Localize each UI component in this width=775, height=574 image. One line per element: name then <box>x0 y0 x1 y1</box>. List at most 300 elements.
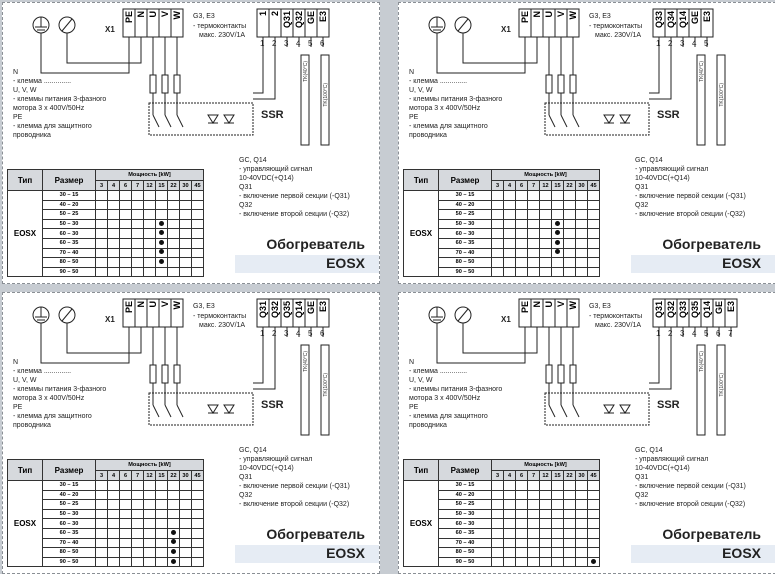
title-line-1: Обогреватель <box>266 236 365 252</box>
power-cell <box>492 258 504 268</box>
power-cell <box>528 258 540 268</box>
selection-dot <box>159 221 164 226</box>
power-column-header: 4 <box>504 471 516 481</box>
power-column-header: 15 <box>552 181 564 191</box>
power-cell <box>192 229 204 239</box>
power-cell <box>144 238 156 248</box>
heater-element <box>162 365 168 383</box>
uvw-desc-1: - клеммы питания 3-фазного <box>409 96 503 103</box>
power-cell <box>144 219 156 229</box>
power-cell <box>504 519 516 529</box>
power-column-header: 22 <box>168 181 180 191</box>
heater-element <box>150 75 156 93</box>
power-cell <box>120 210 132 220</box>
power-cell <box>576 509 588 519</box>
control-terminal-number: 5 <box>704 329 709 338</box>
power-cell <box>528 528 540 538</box>
model-cell: EOSX <box>8 191 43 277</box>
heater-element <box>558 365 564 383</box>
power-cell <box>132 229 144 239</box>
power-cell <box>168 528 180 538</box>
power-cell <box>528 229 540 239</box>
q32-label: Q32 <box>239 492 253 499</box>
power-cell <box>180 528 192 538</box>
power-cell <box>564 248 576 258</box>
power-cell <box>156 210 168 220</box>
power-column-header: 45 <box>588 181 600 191</box>
control-terminal-number: 7 <box>728 329 733 338</box>
selection-dot <box>555 240 560 245</box>
thermo-desc-2: макс. 230V/1A <box>199 322 246 329</box>
power-cell <box>576 548 588 558</box>
power-cell <box>180 548 192 558</box>
power-cell <box>96 519 108 529</box>
control-terminal-number: 3 <box>680 39 685 48</box>
control-terminal-label: 1 <box>258 11 268 17</box>
power-cell <box>504 210 516 220</box>
power-cell <box>492 191 504 201</box>
control-terminal-label: Q31 <box>258 301 268 319</box>
power-cell <box>180 191 192 201</box>
title-line-1: Обогреватель <box>266 526 365 542</box>
power-cell <box>576 519 588 529</box>
power-cell <box>96 557 108 567</box>
terminal-label-pe: PE <box>124 11 134 24</box>
control-terminal-number: 4 <box>296 39 301 48</box>
power-cell <box>564 528 576 538</box>
power-cell <box>144 500 156 510</box>
power-cell <box>552 248 564 258</box>
power-cell <box>552 210 564 220</box>
power-cell <box>516 519 528 529</box>
switch-contact <box>561 405 567 417</box>
gc-desc-2: 10-40VDC(+Q14) <box>239 175 294 182</box>
control-terminal-number: 4 <box>692 39 697 48</box>
power-cell <box>192 219 204 229</box>
power-column-header: 22 <box>564 181 576 191</box>
power-column-header: 45 <box>192 181 204 191</box>
power-cell <box>144 538 156 548</box>
q31-desc: - включение первой секции (-Q31) <box>635 483 746 490</box>
control-terminal-label: Q14 <box>678 11 688 29</box>
power-cell <box>564 258 576 268</box>
thermo-label-right: TK(100°C) <box>323 83 329 107</box>
gc-desc-1: - управляющий сигнал <box>239 456 313 463</box>
power-cell <box>504 229 516 239</box>
ssr-label: SSR <box>261 399 284 411</box>
control-terminal-number: 2 <box>668 39 673 48</box>
power-cell <box>552 519 564 529</box>
power-cell <box>528 538 540 548</box>
power-cell <box>108 191 120 201</box>
power-cell <box>588 509 600 519</box>
g3-label: G3, E3 <box>193 303 215 310</box>
power-column-header: 15 <box>156 471 168 481</box>
power-cell <box>588 258 600 268</box>
power-cell <box>552 219 564 229</box>
diagram-panel-2 <box>398 2 775 284</box>
control-terminal-label: Q31 <box>282 11 292 29</box>
control-terminal-number: 5 <box>704 39 709 48</box>
power-cell <box>156 481 168 491</box>
terminal-label-v: V <box>160 301 170 308</box>
power-cell <box>132 490 144 500</box>
power-cell <box>552 538 564 548</box>
power-cell <box>192 490 204 500</box>
ssr-label: SSR <box>657 109 680 121</box>
power-column-header: 30 <box>180 471 192 481</box>
power-cell <box>108 200 120 210</box>
model-cell: EOSX <box>404 481 439 567</box>
power-column-header: 7 <box>132 181 144 191</box>
power-cell <box>192 248 204 258</box>
power-cell <box>132 528 144 538</box>
power-cell <box>192 557 204 567</box>
power-cell <box>180 267 192 277</box>
power-cell <box>504 267 516 277</box>
power-cell <box>96 538 108 548</box>
thermo-label-left: TK(40°C) <box>303 351 309 372</box>
power-cell <box>576 219 588 229</box>
power-column-header: 4 <box>504 181 516 191</box>
control-wire <box>649 47 671 99</box>
power-cell <box>168 548 180 558</box>
pe-desc-2: проводника <box>13 132 51 139</box>
triac-icon <box>604 115 614 123</box>
control-terminal-label: Q33 <box>654 11 664 29</box>
switch-contact <box>573 115 579 127</box>
power-cell <box>576 528 588 538</box>
power-cell <box>156 548 168 558</box>
gc-label: GC, Q14 <box>239 447 267 454</box>
pe-label: PE <box>409 404 419 411</box>
power-cell <box>516 538 528 548</box>
heater-element <box>546 365 552 383</box>
thermo-desc-2: макс. 230V/1A <box>595 322 642 329</box>
control-terminal-number: 2 <box>272 329 277 338</box>
power-cell <box>168 200 180 210</box>
power-cell <box>564 200 576 210</box>
power-cell <box>108 548 120 558</box>
pe-wire <box>41 323 129 363</box>
size-cell: 90 – 50 <box>43 267 96 277</box>
uvw-desc-2: мотора 3 x 400V/50Hz <box>409 395 481 402</box>
pe-desc-1: - клемма для защитного <box>13 123 92 130</box>
gc-desc-2: 10-40VDC(+Q14) <box>635 175 690 182</box>
power-cell <box>168 481 180 491</box>
triac-icon <box>620 405 630 413</box>
power-cell <box>588 519 600 529</box>
power-cell <box>132 557 144 567</box>
terminal-label-u: U <box>544 301 554 308</box>
power-cell <box>96 219 108 229</box>
power-cell <box>504 509 516 519</box>
power-column-header: 22 <box>564 471 576 481</box>
power-cell <box>156 500 168 510</box>
control-terminal-number: 1 <box>656 39 661 48</box>
power-cell <box>156 191 168 201</box>
control-terminal-number: 3 <box>284 329 289 338</box>
terminal-label-v: V <box>556 301 566 308</box>
power-cell <box>516 200 528 210</box>
power-cell <box>564 538 576 548</box>
power-cell <box>564 490 576 500</box>
power-column-header: 6 <box>516 471 528 481</box>
power-cell <box>552 238 564 248</box>
power-cell <box>156 238 168 248</box>
power-column-header: 12 <box>540 181 552 191</box>
power-cell <box>156 219 168 229</box>
power-cell <box>144 258 156 268</box>
power-cell <box>192 528 204 538</box>
power-cell <box>576 500 588 510</box>
power-cell <box>540 200 552 210</box>
triac-icon <box>208 405 218 413</box>
power-cell <box>96 258 108 268</box>
size-cell: 80 – 50 <box>43 258 96 268</box>
power-cell <box>540 548 552 558</box>
control-terminal-label: Q35 <box>690 301 700 319</box>
uvw-label: U, V, W <box>13 377 37 384</box>
power-cell <box>180 200 192 210</box>
pe-desc-2: проводника <box>409 422 447 429</box>
power-cell <box>588 267 600 277</box>
q32-label: Q32 <box>635 202 649 209</box>
power-cell <box>120 528 132 538</box>
size-cell: 40 – 20 <box>43 200 96 210</box>
q31-label: Q31 <box>635 184 649 191</box>
power-cell <box>144 267 156 277</box>
power-cell <box>96 509 108 519</box>
power-cell <box>144 248 156 258</box>
power-cell <box>564 557 576 567</box>
triac-icon <box>604 405 614 413</box>
power-cell <box>120 490 132 500</box>
power-cell <box>552 267 564 277</box>
power-cell <box>516 238 528 248</box>
power-cell <box>516 210 528 220</box>
power-cell <box>504 258 516 268</box>
power-column-header: 7 <box>528 471 540 481</box>
power-column-header: 3 <box>492 471 504 481</box>
power-column-header: 12 <box>144 471 156 481</box>
power-cell <box>120 557 132 567</box>
power-cell <box>528 210 540 220</box>
size-cell: 30 – 15 <box>43 191 96 201</box>
power-cell <box>120 481 132 491</box>
selection-dot <box>171 549 176 554</box>
power-cell <box>588 557 600 567</box>
power-cell <box>168 191 180 201</box>
model-cell: EOSX <box>404 191 439 277</box>
q31-label: Q31 <box>239 184 253 191</box>
switch-contact <box>153 405 159 417</box>
terminal-label-v: V <box>160 11 170 18</box>
x1-label: X1 <box>501 315 511 324</box>
power-cell <box>528 238 540 248</box>
power-cell <box>168 219 180 229</box>
power-cell <box>192 267 204 277</box>
power-cell <box>492 557 504 567</box>
power-cell <box>528 481 540 491</box>
power-cell <box>108 258 120 268</box>
size-cell: 40 – 20 <box>43 490 96 500</box>
power-cell <box>108 538 120 548</box>
thermo-desc-1: - термоконтакты <box>589 23 643 30</box>
size-cell: 60 – 30 <box>439 229 492 239</box>
n-desc: - клемма .............. <box>409 78 468 85</box>
thermo-label-right: TK(100°C) <box>719 373 725 397</box>
neutral-symbol-icon <box>62 19 72 31</box>
power-cell <box>96 490 108 500</box>
thermo-desc-1: - термоконтакты <box>193 313 247 320</box>
power-cell <box>132 481 144 491</box>
control-terminal-number: 3 <box>680 329 685 338</box>
power-cell <box>120 267 132 277</box>
power-cell <box>540 519 552 529</box>
power-cell <box>180 490 192 500</box>
diagram-panel-3 <box>2 292 380 574</box>
power-cell <box>492 229 504 239</box>
ssr-label: SSR <box>261 109 284 121</box>
power-cell <box>132 248 144 258</box>
gc-desc-2: 10-40VDC(+Q14) <box>239 465 294 472</box>
power-cell <box>96 481 108 491</box>
power-cell <box>108 557 120 567</box>
power-column-header: 4 <box>108 181 120 191</box>
power-column-header: 6 <box>120 181 132 191</box>
power-cell <box>552 500 564 510</box>
gc-desc-1: - управляющий сигнал <box>239 166 313 173</box>
control-wire <box>649 47 659 93</box>
g3-label: G3, E3 <box>193 13 215 20</box>
triac-icon <box>208 115 218 123</box>
power-cell <box>540 219 552 229</box>
power-cell <box>180 258 192 268</box>
power-cell <box>180 509 192 519</box>
ssr-label: SSR <box>657 399 680 411</box>
size-cell: 40 – 20 <box>439 490 492 500</box>
power-cell <box>156 538 168 548</box>
g3-label: G3, E3 <box>589 13 611 20</box>
power-cell <box>528 267 540 277</box>
title-line-1: Обогреватель <box>662 526 761 542</box>
power-cell <box>144 528 156 538</box>
power-cell <box>156 528 168 538</box>
size-cell: 60 – 30 <box>43 519 96 529</box>
neutral-symbol-icon <box>62 309 72 321</box>
power-cell <box>180 538 192 548</box>
power-cell <box>528 200 540 210</box>
power-cell <box>168 557 180 567</box>
selection-dot <box>171 530 176 535</box>
power-cell <box>96 238 108 248</box>
power-cell <box>96 528 108 538</box>
power-cell <box>516 528 528 538</box>
heater-element <box>558 75 564 93</box>
power-cell <box>96 548 108 558</box>
triac-icon <box>620 115 630 123</box>
power-cell <box>180 500 192 510</box>
power-cell <box>192 210 204 220</box>
power-cell <box>588 548 600 558</box>
power-cell <box>492 500 504 510</box>
power-cell <box>564 219 576 229</box>
power-cell <box>576 481 588 491</box>
diagram-panel-1 <box>2 2 380 284</box>
triac-icon <box>224 115 234 123</box>
switch-contact <box>573 405 579 417</box>
power-cell <box>108 229 120 239</box>
power-cell <box>576 200 588 210</box>
terminal-label-u: U <box>544 11 554 18</box>
pe-desc-1: - клемма для защитного <box>13 413 92 420</box>
power-cell <box>492 248 504 258</box>
selection-dot <box>591 559 596 564</box>
terminal-label-w: W <box>568 11 578 20</box>
power-cell <box>156 519 168 529</box>
selection-dot <box>159 240 164 245</box>
switch-contact <box>177 405 183 417</box>
power-cell <box>132 538 144 548</box>
power-cell <box>564 267 576 277</box>
table-header-size: Размер <box>43 460 96 481</box>
power-column-header: 30 <box>576 471 588 481</box>
power-cell <box>528 191 540 201</box>
power-column-header: 30 <box>180 181 192 191</box>
power-cell <box>180 557 192 567</box>
power-cell <box>504 528 516 538</box>
power-cell <box>588 210 600 220</box>
pe-desc-1: - клемма для защитного <box>409 123 488 130</box>
control-terminal-label: Q14 <box>702 301 712 319</box>
power-cell <box>552 528 564 538</box>
power-cell <box>540 238 552 248</box>
power-cell <box>132 519 144 529</box>
power-column-header: 15 <box>156 181 168 191</box>
power-cell <box>144 557 156 567</box>
thermo-desc-1: - термоконтакты <box>193 23 247 30</box>
power-cell <box>168 229 180 239</box>
power-cell <box>180 238 192 248</box>
n-label: N <box>13 359 19 366</box>
terminal-label-u: U <box>148 11 158 18</box>
table-header-size: Размер <box>439 170 492 191</box>
control-terminal-label: Q14 <box>294 301 304 319</box>
table-header-power: Мощность [kW] <box>96 170 204 181</box>
power-cell <box>120 219 132 229</box>
power-cell <box>96 210 108 220</box>
power-cell <box>192 200 204 210</box>
size-cell: 50 – 30 <box>43 509 96 519</box>
power-column-header: 7 <box>132 471 144 481</box>
power-cell <box>132 210 144 220</box>
spec-table <box>403 459 600 567</box>
power-cell <box>516 490 528 500</box>
gc-label: GC, Q14 <box>239 157 267 164</box>
title-line-2: EOSX <box>326 545 365 561</box>
power-cell <box>492 519 504 529</box>
power-cell <box>168 538 180 548</box>
power-cell <box>108 238 120 248</box>
power-cell <box>588 200 600 210</box>
power-column-header: 4 <box>108 471 120 481</box>
q32-desc: - включение второй секции (-Q32) <box>239 211 350 218</box>
power-cell <box>552 557 564 567</box>
terminal-label-pe: PE <box>520 301 530 314</box>
power-cell <box>576 238 588 248</box>
power-cell <box>180 229 192 239</box>
